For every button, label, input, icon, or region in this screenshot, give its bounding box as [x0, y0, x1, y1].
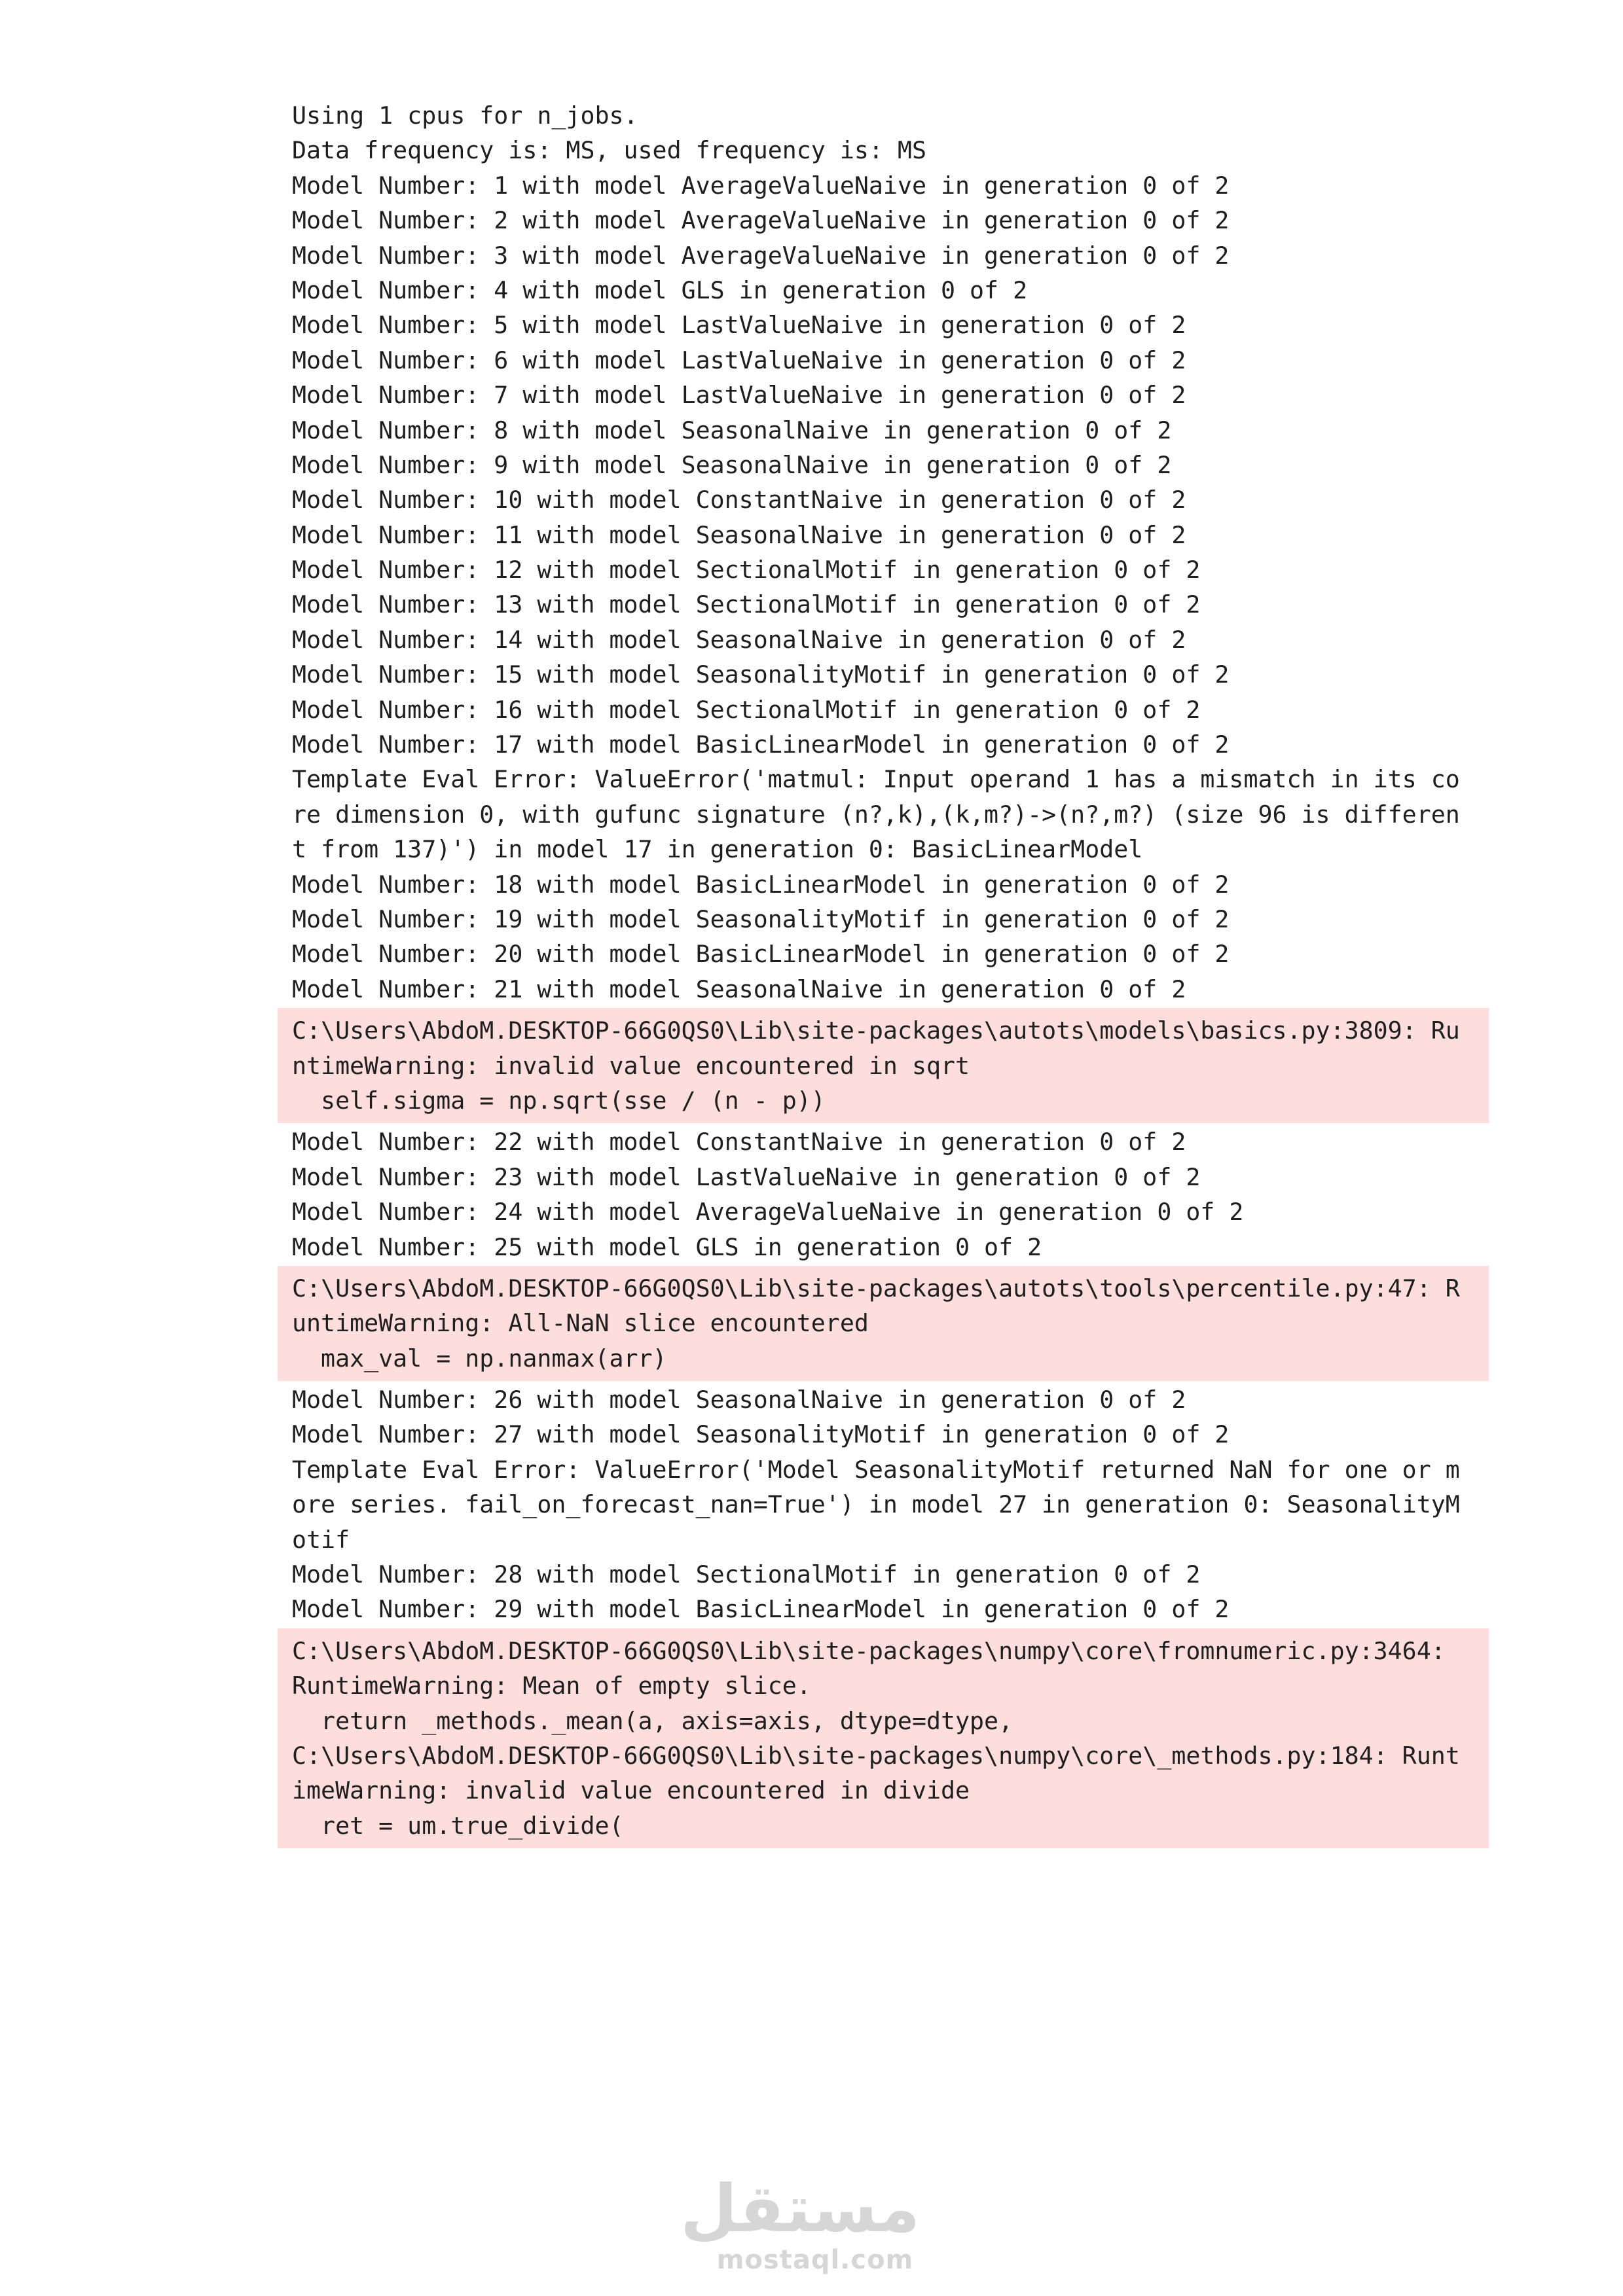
log-line: Template Eval Error: ValueError('Model SeasonalityMotif returned NaN for one or m [292, 1455, 1460, 1484]
log-line: Model Number: 1 with model AverageValueNaive in generation 0 of 2 [292, 171, 1230, 200]
log-line: Model Number: 26 with model SeasonalNaive in generation 0 of 2 [292, 1386, 1186, 1414]
stdout-block [278, 98, 1489, 1007]
log-line: Model Number: 19 with model SeasonalityMotif in generation 0 of 2 [292, 905, 1230, 933]
log-line: Model Number: 7 with model LastValueNaive in generation 0 of 2 [292, 381, 1186, 410]
watermark-logo [680, 2170, 920, 2275]
watermark-arabic-text: مستقل [680, 2170, 920, 2247]
warning-line: C:\Users\AbdoM.DESKTOP-66G0QS0\Lib\site-packages\autots\tools\percentile.py:47: R [292, 1274, 1460, 1302]
log-line: Model Number: 27 with model SeasonalityMotif in generation 0 of 2 [292, 1420, 1230, 1449]
log-line: Model Number: 14 with model SeasonalNaive in generation 0 of 2 [292, 625, 1186, 654]
warning-line: return _methods._mean(a, axis=axis, dtype=dtype, [292, 1706, 1013, 1735]
warning-line: untimeWarning: All-NaN slice encountered [292, 1309, 869, 1338]
log-line: t from 137)') in model 17 in generation 0: BasicLinearModel [292, 835, 1143, 864]
stderr-warning-block [278, 1008, 1489, 1123]
log-line: Model Number: 15 with model SeasonalityMotif in generation 0 of 2 [292, 660, 1230, 689]
log-line: Model Number: 16 with model SectionalMotif in generation 0 of 2 [292, 695, 1201, 724]
log-line: Model Number: 22 with model ConstantNaive in generation 0 of 2 [292, 1128, 1186, 1157]
log-line: Model Number: 28 with model SectionalMotif in generation 0 of 2 [292, 1560, 1201, 1589]
warning-line: max_val = np.nanmax(arr) [292, 1344, 667, 1372]
warning-line: RuntimeWarning: Mean of empty slice. [292, 1672, 811, 1700]
stderr-warning-block [278, 1266, 1489, 1381]
warning-line: ntimeWarning: invalid value encountered in sqrt [292, 1051, 970, 1080]
stderr-warning-block [278, 1628, 1489, 1848]
log-line: Model Number: 9 with model SeasonalNaive in generation 0 of 2 [292, 450, 1172, 479]
watermark-domain-text: mostaql.com [716, 2245, 914, 2275]
log-line: Model Number: 24 with model AverageValueNaive in generation 0 of 2 [292, 1198, 1244, 1227]
log-line: Model Number: 20 with model BasicLinearModel in generation 0 of 2 [292, 940, 1230, 969]
warning-line: C:\Users\AbdoM.DESKTOP-66G0QS0\Lib\site-packages\autots\models\basics.py:3809: Ru [292, 1016, 1460, 1045]
log-line: Using 1 cpus for n_jobs. [292, 101, 638, 130]
log-line: Model Number: 17 with model BasicLinearModel in generation 0 of 2 [292, 730, 1230, 759]
log-line: Model Number: 2 with model AverageValueNaive in generation 0 of 2 [292, 206, 1230, 235]
log-line: Model Number: 11 with model SeasonalNaive in generation 0 of 2 [292, 520, 1186, 549]
warning-line: self.sigma = np.sqrt(sse / (n - p)) [292, 1086, 826, 1115]
log-line: Model Number: 10 with model ConstantNaive in generation 0 of 2 [292, 486, 1186, 514]
log-line: Model Number: 3 with model AverageValueNaive in generation 0 of 2 [292, 241, 1230, 270]
log-line: Model Number: 29 with model BasicLinearModel in generation 0 of 2 [292, 1595, 1230, 1624]
log-line: Model Number: 12 with model SectionalMotif in generation 0 of 2 [292, 556, 1201, 584]
log-line: ore series. fail_on_forecast_nan=True') in model 27 in generation 0: SeasonalityM [292, 1490, 1460, 1519]
warning-line: C:\Users\AbdoM.DESKTOP-66G0QS0\Lib\site-packages\numpy\core\_methods.py:184: Runt [292, 1741, 1460, 1770]
console-output [278, 98, 1489, 1850]
log-line: Data frequency is: MS, used frequency is: MS [292, 136, 926, 165]
warning-line: ret = um.true_divide( [292, 1811, 624, 1840]
log-line: Model Number: 25 with model GLS in generation 0 of 2 [292, 1232, 1042, 1261]
log-line: Model Number: 6 with model LastValueNaive in generation 0 of 2 [292, 346, 1186, 374]
log-line: otif [292, 1525, 350, 1554]
log-line: Model Number: 8 with model SeasonalNaive in generation 0 of 2 [292, 416, 1172, 444]
log-line: Template Eval Error: ValueError('matmul: Input operand 1 has a mismatch in its co [292, 765, 1460, 794]
stdout-block [278, 1124, 1489, 1265]
stdout-block [278, 1382, 1489, 1627]
log-line: re dimension 0, with gufunc signature (n?,k),(k,m?)->(n?,m?) (size 96 is differen [292, 800, 1460, 829]
warning-line: imeWarning: invalid value encountered in divide [292, 1776, 970, 1805]
log-line: Model Number: 21 with model SeasonalNaive in generation 0 of 2 [292, 975, 1186, 1003]
warning-line: C:\Users\AbdoM.DESKTOP-66G0QS0\Lib\site-packages\numpy\core\fromnumeric.py:3464: [292, 1636, 1446, 1665]
log-line: Model Number: 18 with model BasicLinearModel in generation 0 of 2 [292, 870, 1230, 899]
log-line: Model Number: 23 with model LastValueNaive in generation 0 of 2 [292, 1162, 1201, 1191]
log-line: Model Number: 13 with model SectionalMotif in generation 0 of 2 [292, 590, 1201, 619]
log-line: Model Number: 5 with model LastValueNaive in generation 0 of 2 [292, 311, 1186, 340]
log-line: Model Number: 4 with model GLS in generation 0 of 2 [292, 276, 1028, 304]
